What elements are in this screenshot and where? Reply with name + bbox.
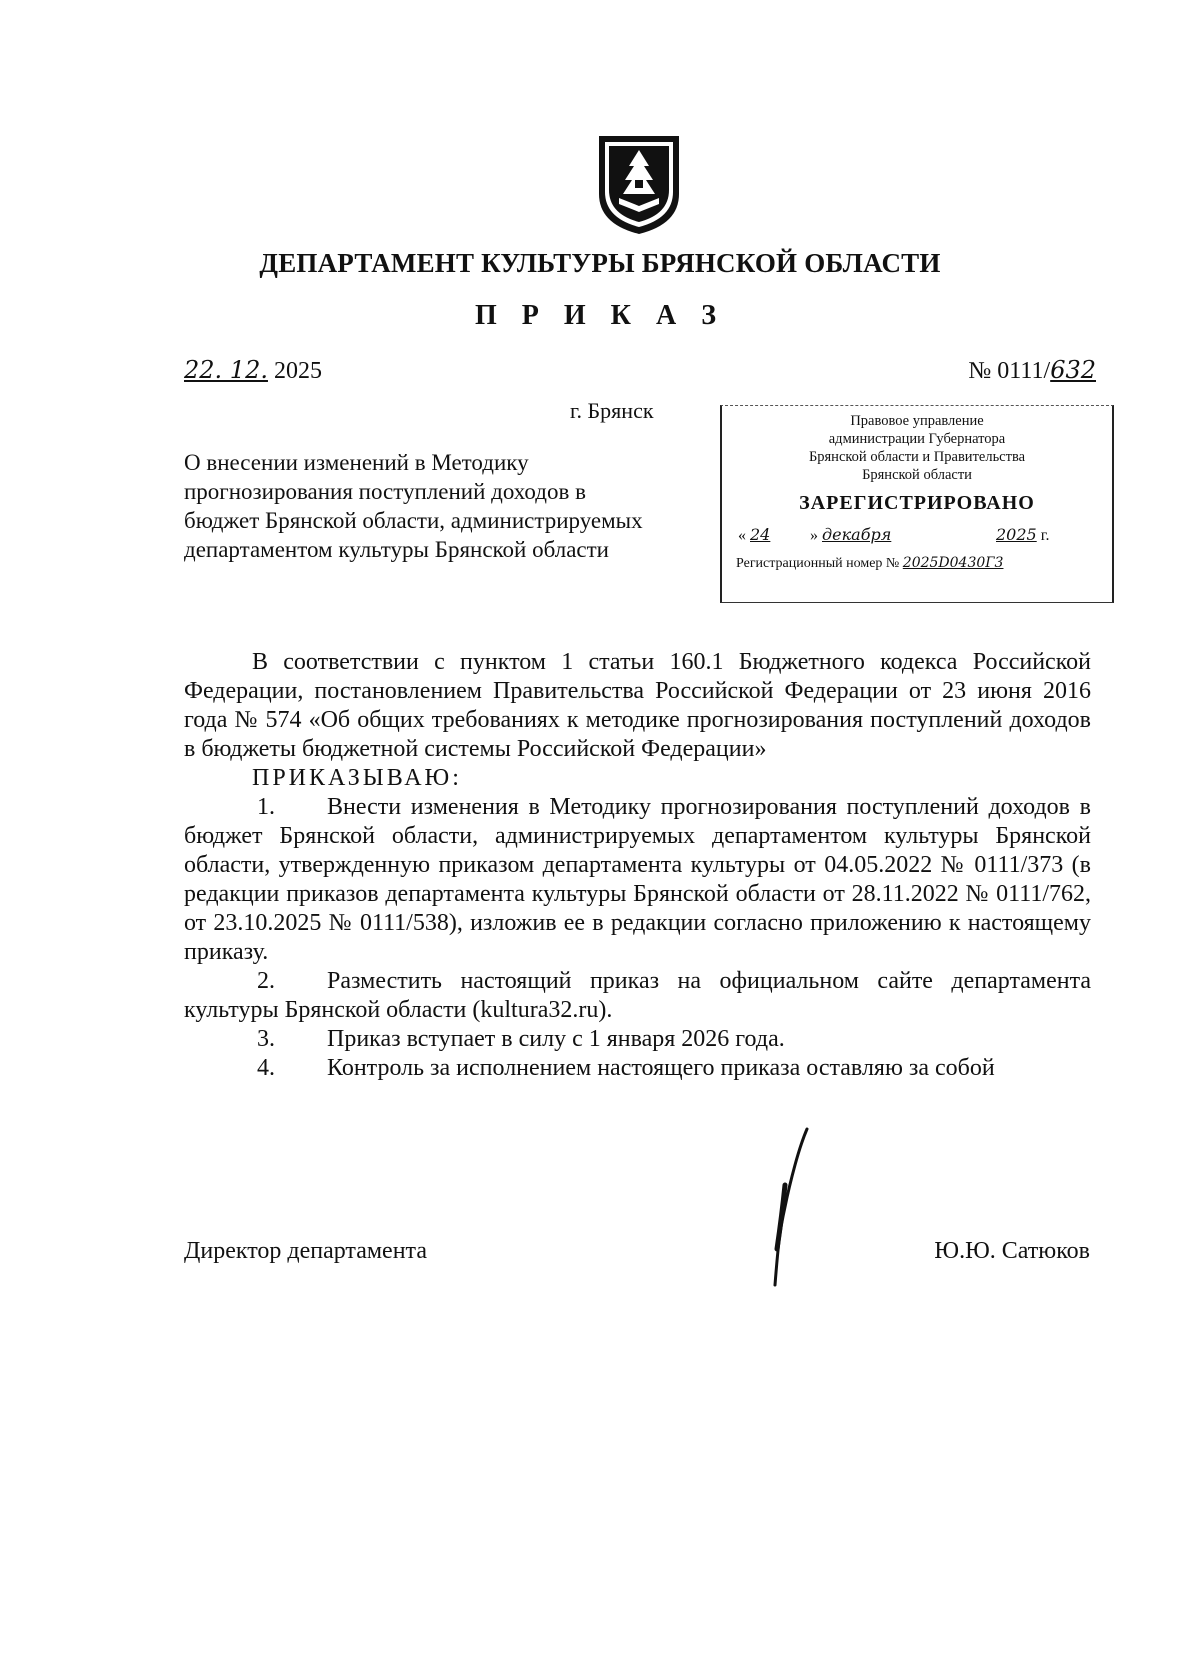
stamp-org-line: Правовое управление — [850, 413, 984, 429]
item-number: 1. — [257, 794, 275, 820]
item-text: Контроль за исполнением настоящего приказа оставляю за собой — [327, 1055, 995, 1081]
order-item — [184, 1025, 1091, 1054]
order-item — [184, 793, 1091, 967]
stamp-month: декабря — [822, 525, 892, 544]
preamble-paragraph: В соответствии с пунктом 1 статьи 160.1 Бюджетного кодекса Российской Федерации, постановлением Правительства Российской Федерации от 23 июня 2016 года № 574 «Об общих требованиях к методике прогнозирования поступлений доходов в бюджеты бюджетной системы Российской Федерации» — [184, 649, 1091, 762]
stamp-registered-label: ЗАРЕГИСТРИРОВАНО — [799, 492, 1035, 514]
item-text: Внести изменения в Методику прогнозирования поступлений доходов в бюджет Брянской области, администрируемых департаментом культуры Брянской области, утвержденную приказом департамента культуры от 04.05.2022 № 0111/373 (в редакции приказов департамента культуры Брянской области от 28.11.2022 № 0111/762, от 23.10.2025 № 0111/538), изложив ее в редакции согласно приложению к настоящему приказу. — [184, 794, 1091, 965]
stamp-date: « 24 » декабря 2025 г. — [738, 525, 1050, 544]
stamp-organization — [722, 412, 1112, 484]
order-subject: О внесении изменений в Методику прогнозирования поступлений доходов в бюджет Брянской области, администрируемых департаментом культуры Брянской области — [184, 450, 643, 562]
signatory-name: Ю.Ю. Сатюков — [934, 1238, 1090, 1264]
item-text: Разместить настоящий приказ на официальном сайте департамента культуры Брянской области (kultura32.ru). — [184, 968, 1091, 1023]
department-title: ДЕПАРТАМЕНТ КУЛЬТУРЫ БРЯНСКОЙ ОБЛАСТИ — [259, 248, 941, 278]
stamp-org-line: Брянской области и Правительства — [808, 449, 1026, 465]
stamp-regnum-label: Регистрационный номер № — [736, 556, 900, 571]
registration-stamp — [720, 405, 1114, 603]
item-number: 4. — [257, 1055, 275, 1081]
stamp-registration-number — [722, 555, 1112, 572]
order-body — [184, 648, 1091, 1083]
order-number — [968, 356, 1096, 385]
order-item — [184, 1054, 1091, 1083]
item-text: Приказ вступает в силу с 1 января 2026 года. — [327, 1026, 785, 1052]
signatory-position: Директор департамента — [184, 1238, 427, 1264]
stamp-year-suffix: г. — [1040, 527, 1050, 544]
stamp-org-line: администрации Губернатора — [828, 431, 1006, 447]
item-number: 3. — [257, 1026, 275, 1052]
handwritten-number: 632 — [1050, 356, 1096, 384]
handwritten-date: 22. 12. — [184, 356, 268, 384]
orders-word: ПРИКАЗЫВАЮ: — [252, 765, 462, 791]
order-date — [184, 356, 322, 385]
order-number-prefix: № 0111/ — [968, 358, 1051, 384]
stamp-day: 24 — [750, 525, 771, 544]
coat-of-arms-emblem — [595, 132, 683, 236]
city: г. Брянск — [570, 398, 654, 423]
stamp-year: 2025 — [996, 525, 1037, 544]
item-number: 2. — [257, 968, 275, 994]
stamp-regnum-value: 2025D0430Г3 — [902, 555, 1004, 571]
handwritten-signature — [755, 1125, 815, 1290]
order-year: 2025 — [273, 358, 322, 384]
order-item — [184, 967, 1091, 1025]
stamp-org-line: Брянской области — [862, 467, 972, 483]
document-type-title: П Р И К А З — [475, 300, 725, 331]
